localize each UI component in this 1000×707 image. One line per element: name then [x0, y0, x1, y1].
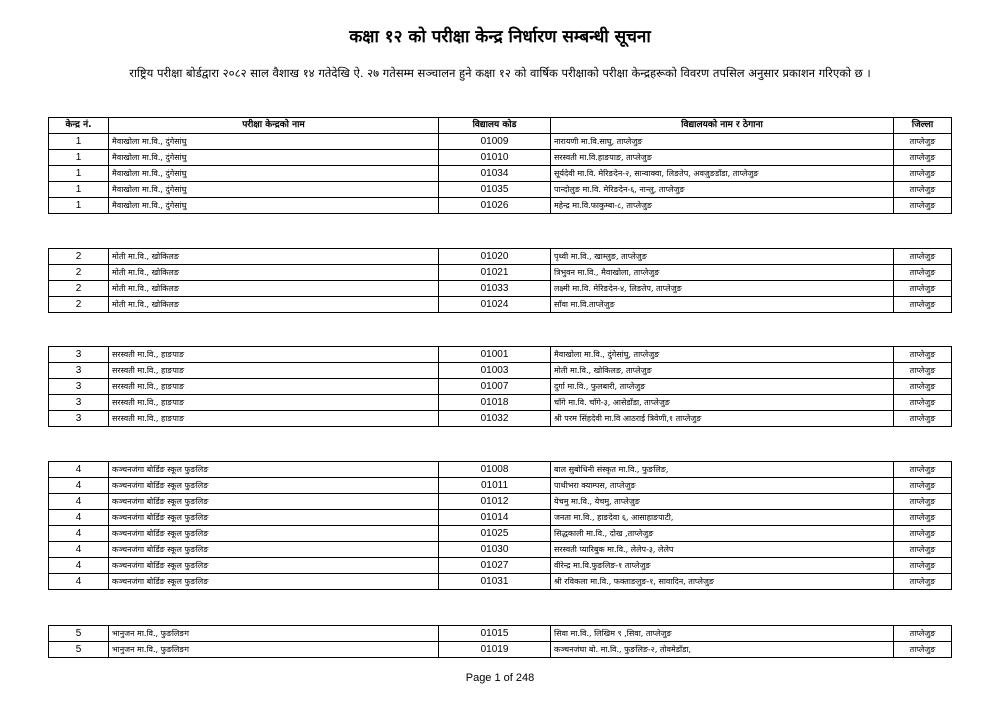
table-row	[49, 265, 952, 281]
center-table-5	[48, 625, 952, 658]
header-school-code: विद्यालय कोड	[439, 118, 551, 134]
center-no: 4	[49, 574, 109, 590]
district: ताप्लेजुङ	[894, 182, 952, 198]
center-table-2	[48, 248, 952, 313]
school-code: 01033	[439, 281, 551, 297]
table-row	[49, 478, 952, 494]
center-no: 1	[49, 198, 109, 214]
district: ताप्लेजुङ	[894, 134, 952, 150]
district: ताप्लेजुङ	[894, 526, 952, 542]
district: ताप्लेजुङ	[894, 150, 952, 166]
header-district: जिल्ला	[894, 118, 952, 134]
center-name: सरस्वती मा.वि., हाङपाङ	[109, 379, 439, 395]
center-name: कञ्चनजंगा बोर्डिङ स्कूल फुङलिङ	[109, 558, 439, 574]
center-table-4	[48, 461, 952, 590]
school-code: 01003	[439, 363, 551, 379]
center-no: 3	[49, 379, 109, 395]
school-code: 01015	[439, 626, 551, 642]
table-row	[49, 198, 952, 214]
center-name: कञ्चनजंगा बोर्डिङ स्कूल फुङलिङ	[109, 510, 439, 526]
district: ताप्लेजुङ	[894, 462, 952, 478]
district: ताप्लेजुङ	[894, 542, 952, 558]
center-no: 2	[49, 249, 109, 265]
intro-paragraph: राष्ट्रिय परीक्षा बोर्डद्वारा २०८२ साल वैशाख १४ गतेदेखि ऐ. २७ गतेसम्म सञ्चालन हुने कक्षा १२ को वार्षिक परीक्षाको परीक्षा केन्द्रहरूको विवरण तपसिल अनुसार प्रकाशन गरिएको छ ।	[129, 66, 871, 80]
district: ताप्लेजुङ	[894, 642, 952, 658]
table-row	[49, 134, 952, 150]
school-code: 01031	[439, 574, 551, 590]
district: ताप्लेजुङ	[894, 626, 952, 642]
table-row	[49, 642, 952, 658]
table-row	[49, 626, 952, 642]
table-row	[49, 166, 952, 182]
center-no: 4	[49, 478, 109, 494]
school-name: चाँगे मा.वि. चाँगे-३, आसेडाँडा, ताप्लेजुङ	[551, 395, 894, 411]
center-name: मोती मा.वि., खोकिलङ	[109, 249, 439, 265]
center-name: सरस्वती मा.वि., हाङपाङ	[109, 411, 439, 427]
district: ताप्लेजुङ	[894, 166, 952, 182]
district: ताप्लेजुङ	[894, 494, 952, 510]
center-name: सरस्वती मा.वि., हाङपाङ	[109, 347, 439, 363]
center-no: 3	[49, 395, 109, 411]
center-no: 5	[49, 642, 109, 658]
header-center-name: परीक्षा केन्द्रको नाम	[109, 118, 439, 134]
center-no: 4	[49, 494, 109, 510]
district: ताप्लेजुङ	[894, 478, 952, 494]
table-row	[49, 526, 952, 542]
school-code: 01011	[439, 478, 551, 494]
school-name: सिवा मा.वि., लिखिम ९ ,सिवा, ताप्लेजुङ	[551, 626, 894, 642]
table-row	[49, 462, 952, 478]
table-row	[49, 558, 952, 574]
school-code: 01035	[439, 182, 551, 198]
district: ताप्लेजुङ	[894, 574, 952, 590]
school-name: श्री परम सिंहदेवी मा.वि आठराई त्रिवेणी,१ ताप्लेजुङ	[551, 411, 894, 427]
school-name: जनता मा.वि., हाङदेवा ६, आसाहाङपाटी,	[551, 510, 894, 526]
table-row	[49, 150, 952, 166]
school-code: 01024	[439, 297, 551, 313]
center-no: 5	[49, 626, 109, 642]
school-name: मैवाखोला मा.वि., दुंगेसांघु, ताप्लेजुङ	[551, 347, 894, 363]
center-no: 3	[49, 363, 109, 379]
school-name: मोती मा.वि., खोकिलङ, ताप्लेजुङ	[551, 363, 894, 379]
school-name: बाल सुबोधिनी संस्कृत मा.वि., फुङलिङ,	[551, 462, 894, 478]
table-row	[49, 182, 952, 198]
district: ताप्लेजुङ	[894, 297, 952, 313]
school-name: सरस्वती प्यारिबुक मा.वि., लेलेप-३, लेलेप	[551, 542, 894, 558]
center-name: कञ्चनजंगा बोर्डिङ स्कूल फुङलिङ	[109, 542, 439, 558]
school-name: पृथ्वी मा.वि., खाम्लुङ, ताप्लेजुङ	[551, 249, 894, 265]
center-no: 4	[49, 542, 109, 558]
center-name: मैवाखोला मा.वि., दुंगेसांघु	[109, 198, 439, 214]
district: ताप्लेजुङ	[894, 265, 952, 281]
table-row	[49, 363, 952, 379]
district: ताप्लेजुङ	[894, 249, 952, 265]
table-row	[49, 494, 952, 510]
district: ताप्लेजुङ	[894, 510, 952, 526]
center-no: 4	[49, 558, 109, 574]
center-no: 4	[49, 526, 109, 542]
center-no: 4	[49, 462, 109, 478]
school-name: सिद्धकाली मा.वि., दोख ,ताप्लेजुङ	[551, 526, 894, 542]
school-code: 01010	[439, 150, 551, 166]
school-code: 01018	[439, 395, 551, 411]
school-name: पाथीभरा क्याम्पस, ताप्लेजुङ	[551, 478, 894, 494]
center-name: सरस्वती मा.वि., हाङपाङ	[109, 363, 439, 379]
school-name: येचमु मा.वि., येचमु, ताप्लेजुङ	[551, 494, 894, 510]
table-row	[49, 574, 952, 590]
center-no: 2	[49, 281, 109, 297]
school-code: 01026	[439, 198, 551, 214]
school-code: 01034	[439, 166, 551, 182]
school-name: नारायणी मा.वि.साघु, ताप्लेजुङ	[551, 134, 894, 150]
school-code: 01008	[439, 462, 551, 478]
header-center-no: केन्द्र नं.	[49, 118, 109, 134]
center-no: 4	[49, 510, 109, 526]
school-name: त्रिभुवन मा.वि., मैवाखोला, ताप्लेजुङ	[551, 265, 894, 281]
center-no: 1	[49, 182, 109, 198]
center-no: 1	[49, 150, 109, 166]
school-code: 01007	[439, 379, 551, 395]
table-row	[49, 411, 952, 427]
school-name: सरस्वती मा.वि.हाङपाङ, ताप्लेजुङ	[551, 150, 894, 166]
table-row	[49, 249, 952, 265]
table-row	[49, 347, 952, 363]
school-code: 01012	[439, 494, 551, 510]
center-name: मैवाखोला मा.वि., दुंगेसांघु	[109, 150, 439, 166]
school-code: 01032	[439, 411, 551, 427]
center-name: कञ्चनजंगा बोर्डिङ स्कूल फुङलिङ	[109, 526, 439, 542]
school-code: 01014	[439, 510, 551, 526]
center-no: 2	[49, 297, 109, 313]
page-number: Page 1 of 248	[465, 672, 535, 684]
center-no: 3	[49, 347, 109, 363]
center-no: 2	[49, 265, 109, 281]
district: ताप्लेजुङ	[894, 363, 952, 379]
center-name: भानुजन मा.वि., फुङलिङग	[109, 626, 439, 642]
center-name: मैवाखोला मा.वि., दुंगेसांघु	[109, 166, 439, 182]
school-name: साँवा मा.वि.ताप्लेजुङ	[551, 297, 894, 313]
district: ताप्लेजुङ	[894, 281, 952, 297]
school-code: 01009	[439, 134, 551, 150]
school-name: लक्ष्मी मा.वि. मेरिङदेन-४, लिङतेप, ताप्लेजुङ	[551, 281, 894, 297]
center-name: मोती मा.वि., खोकिलङ	[109, 281, 439, 297]
center-name: भानुजन मा.वि., फुङलिङग	[109, 642, 439, 658]
school-name: महेन्द्र मा.वि.फाकुम्बा-८, ताप्लेजुङ	[551, 198, 894, 214]
school-name: वीरेन्द्र मा.वि.फुङलिङ-१ ताप्लेजुङ	[551, 558, 894, 574]
page-title: कक्षा १२ को परीक्षा केन्द्र निर्धारण सम्बन्धी सूचना	[349, 27, 651, 47]
district: ताप्लेजुङ	[894, 379, 952, 395]
table-header-row	[49, 118, 952, 134]
center-no: 3	[49, 411, 109, 427]
school-name: सूर्यदेवी मा.वि. मेरिङदेन-२, सान्वाक्वा, लिङतेप, अवजुङडाँडा, ताप्लेजुङ	[551, 166, 894, 182]
district: ताप्लेजुङ	[894, 198, 952, 214]
center-name: कञ्चनजंगा बोर्डिङ स्कूल फुङलिङ	[109, 478, 439, 494]
center-no: 1	[49, 166, 109, 182]
district: ताप्लेजुङ	[894, 395, 952, 411]
district: ताप्लेजुङ	[894, 347, 952, 363]
school-code: 01030	[439, 542, 551, 558]
school-code: 01019	[439, 642, 551, 658]
table-row	[49, 510, 952, 526]
school-code: 01020	[439, 249, 551, 265]
center-name: मैवाखोला मा.वि., दुंगेसांघु	[109, 182, 439, 198]
school-name: श्री रविकला मा.वि., फक्ताङलुङ-१, सावादिन, ताप्लेजुङ	[551, 574, 894, 590]
school-name: पान्दोलुङ मा.वि. मेरिङदेन-६, नान्लु, ताप्लेजुङ	[551, 182, 894, 198]
school-name: कञ्चनजंघा बो. मा.वि., फुङलिङ-२, तोवमेडाँडा,	[551, 642, 894, 658]
center-table-3	[48, 346, 952, 427]
school-code: 01021	[439, 265, 551, 281]
center-table-1	[48, 117, 952, 214]
table-row	[49, 281, 952, 297]
school-code: 01025	[439, 526, 551, 542]
center-name: कञ्चनजंगा बोर्डिङ स्कूल फुङलिङ	[109, 574, 439, 590]
table-row	[49, 297, 952, 313]
center-no: 1	[49, 134, 109, 150]
school-code: 01027	[439, 558, 551, 574]
school-code: 01001	[439, 347, 551, 363]
center-name: मोती मा.वि., खोकिलङ	[109, 265, 439, 281]
table-row	[49, 395, 952, 411]
district: ताप्लेजुङ	[894, 411, 952, 427]
table-row	[49, 379, 952, 395]
table-row	[49, 542, 952, 558]
header-school-name: विद्यालयको नाम र ठेगाना	[551, 118, 894, 134]
center-name: सरस्वती मा.वि., हाङपाङ	[109, 395, 439, 411]
center-name: मैवाखोला मा.वि., दुंगेसांघु	[109, 134, 439, 150]
district: ताप्लेजुङ	[894, 558, 952, 574]
school-name: दुर्गा मा.वि., फुलबारी, ताप्लेजुङ	[551, 379, 894, 395]
center-name: मोती मा.वि., खोकिलङ	[109, 297, 439, 313]
center-name: कञ्चनजंगा बोर्डिङ स्कूल फुङलिङ	[109, 494, 439, 510]
center-name: कञ्चनजंगा बोर्डिङ स्कूल फुङलिङ	[109, 462, 439, 478]
